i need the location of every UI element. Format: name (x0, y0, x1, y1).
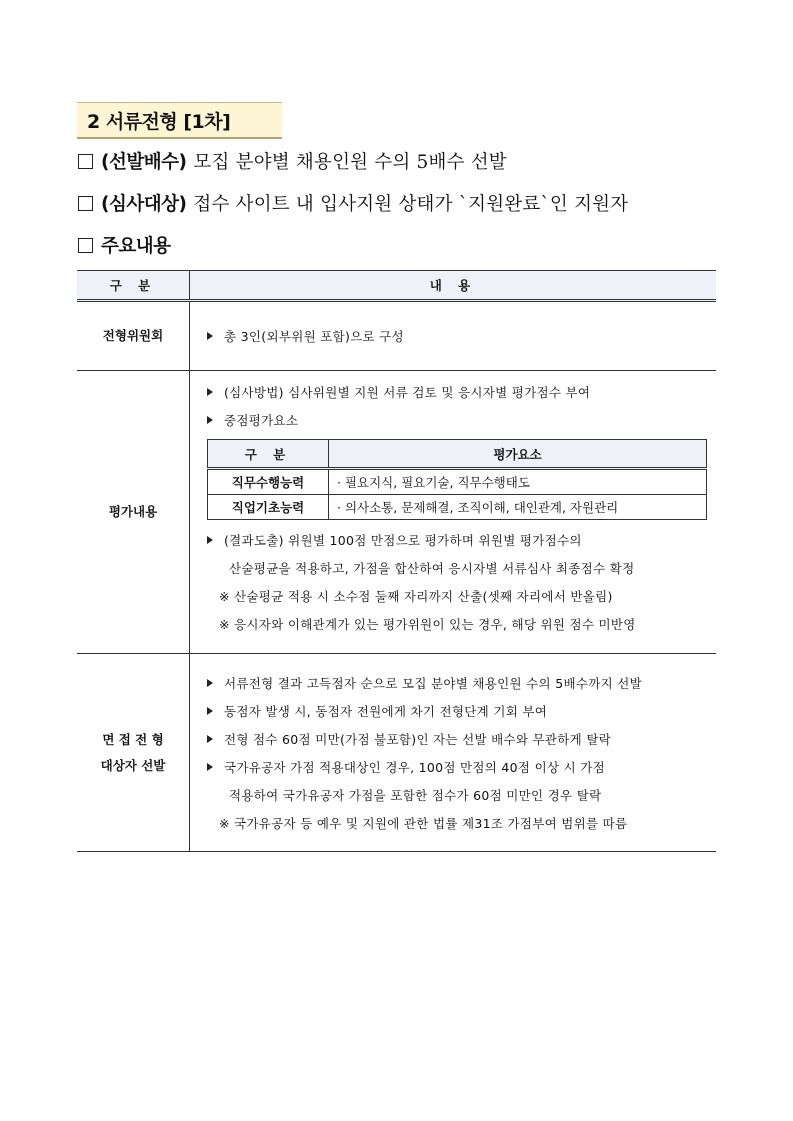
factor-category: 직업기초능력 (208, 495, 329, 520)
evaluation-factors-table (207, 439, 707, 520)
list-item (207, 526, 716, 554)
bullet-key: 주요내용 (101, 236, 171, 257)
row-label-line: 대상자 선발 (100, 757, 166, 773)
triangle-bullet-icon (207, 735, 213, 743)
list-item-continuation: 산술평균을 적용하고, 가점을 합산하여 응시자별 서류심사 최종점수 확정 (229, 561, 635, 576)
bullet-main-content (78, 232, 177, 258)
bullet-text: 접수 사이트 내 입사지원 상태가 `지원완료`인 지원자 (193, 194, 629, 215)
note: ※ 산술평균 적용 시 소수점 둘째 자리까지 산출(셋째 자리에서 반올림) (219, 589, 613, 604)
checkbox-square-icon (78, 238, 93, 253)
table-row (208, 469, 707, 495)
item-text: (결과도출) 위원별 100점 만점으로 평가하며 위원별 평가점수의 (224, 533, 582, 548)
list-item (207, 378, 716, 406)
header-content: 내 용 (190, 271, 717, 301)
triangle-bullet-icon (207, 388, 213, 396)
bullet-key: (선발배수) (101, 152, 187, 173)
table-row (208, 495, 707, 520)
section-title: 2 서류전형 [1차] (77, 102, 282, 139)
inner-header (208, 440, 707, 469)
row-label: 전형위원회 (77, 301, 190, 371)
row-interview-selection (77, 654, 716, 852)
factor-category: 직무수행능력 (208, 469, 329, 495)
bullet-key: (심사대상) (101, 194, 187, 215)
main-table (77, 270, 716, 852)
row-content (190, 371, 717, 654)
list-item (207, 725, 716, 753)
list-item (207, 669, 716, 697)
bullet-review-target (78, 190, 628, 216)
list-item (207, 697, 716, 725)
triangle-bullet-icon (207, 679, 213, 687)
triangle-bullet-icon (207, 763, 213, 771)
row-label: 평가내용 (77, 371, 190, 654)
row-label-line: 면 접 전 형 (102, 731, 164, 747)
checkbox-square-icon (78, 154, 93, 169)
row-content (190, 301, 717, 371)
row-committee (77, 301, 716, 371)
inner-header-factors: 평가요소 (329, 440, 707, 469)
triangle-bullet-icon (207, 332, 213, 340)
list-item-continuation: 적용하여 국가유공자 가점을 포함한 점수가 60점 미만인 경우 탈락 (229, 787, 602, 803)
item-text: 전형 점수 60점 미만(가점 불포함)인 자는 선발 배수와 무관하게 탈락 (224, 731, 612, 747)
item-text: (심사방법) 심사위원별 지원 서류 검토 및 응시자별 평가점수 부여 (224, 385, 591, 400)
list-item (207, 753, 716, 781)
row-label (77, 654, 190, 852)
note: ※ 응시자와 이해관계가 있는 평가위원이 있는 경우, 해당 위원 점수 미반영 (219, 617, 636, 632)
bullet-text: 모집 분야별 채용인원 수의 5배수 선발 (193, 152, 507, 173)
header-category: 구 분 (77, 271, 190, 301)
item-text: 동점자 발생 시, 동점자 전원에게 차기 전형단계 기회 부여 (224, 703, 548, 719)
inner-header-category: 구 분 (208, 440, 329, 469)
triangle-bullet-icon (207, 416, 213, 424)
list-item (207, 322, 716, 350)
main-table-header (77, 271, 716, 301)
checkbox-square-icon (78, 196, 93, 211)
note: ※ 국가유공자 등 예우 및 지원에 관한 법률 제31조 가점부여 범위를 따름 (219, 815, 628, 831)
item-text: 서류전형 결과 고득점자 순으로 모집 분야별 채용인원 수의 5배수까지 선발 (224, 675, 642, 691)
factor-list: · 필요지식, 필요기술, 직무수행태도 (329, 469, 707, 495)
row-content (190, 654, 717, 852)
list-item (207, 406, 716, 434)
item-text: 국가유공자 가점 적용대상인 경우, 100점 만점의 40점 이상 시 가점 (224, 759, 605, 775)
bullet-selection-ratio (78, 148, 507, 174)
factor-list: · 의사소통, 문제해결, 조직이해, 대인관계, 자원관리 (337, 500, 619, 515)
triangle-bullet-icon (207, 536, 213, 544)
triangle-bullet-icon (207, 707, 213, 715)
row-evaluation (77, 371, 716, 654)
item-text: 중점평가요소 (224, 413, 299, 428)
item-text: 총 3인(외부위원 포함)으로 구성 (224, 329, 404, 344)
